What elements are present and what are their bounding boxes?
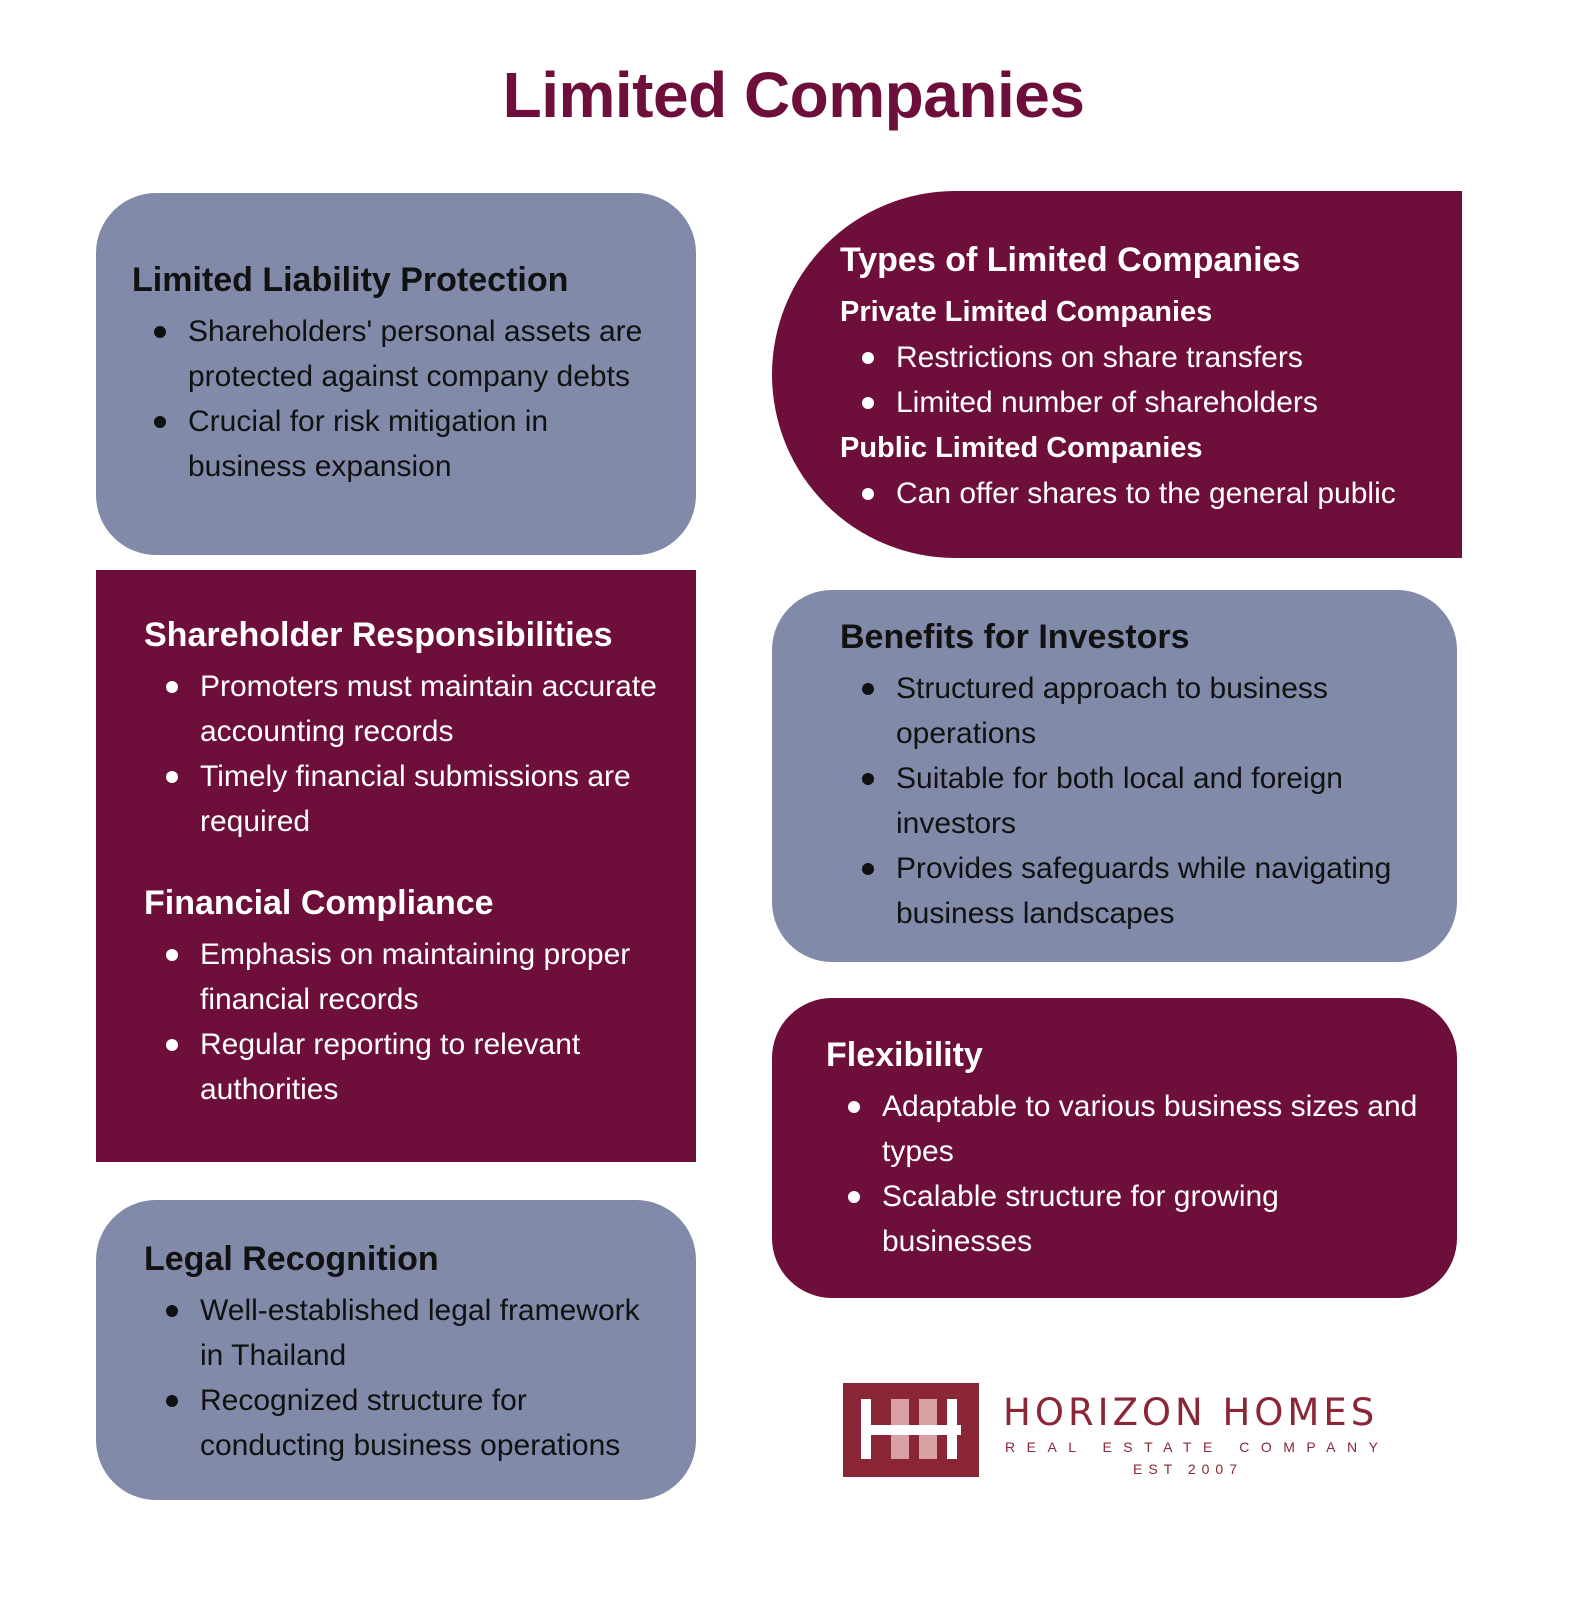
logo-name: HORIZON HOMES bbox=[1003, 1391, 1379, 1434]
card-heading: Types of Limited Companies bbox=[840, 241, 1301, 279]
bullet-list bbox=[144, 664, 666, 844]
list-item: Regular reporting to relevant authorities bbox=[144, 1022, 666, 1112]
list-item: Limited number of shareholders bbox=[840, 380, 1442, 425]
logo-established: EST 2007 bbox=[1133, 1461, 1244, 1477]
card-heading: Legal Recognition bbox=[144, 1240, 439, 1278]
company-logo bbox=[843, 1383, 1403, 1483]
card-subheading-private: Private Limited Companies bbox=[840, 296, 1213, 328]
list-item: Promoters must maintain accurate accounting records bbox=[144, 664, 666, 754]
list-item: Scalable structure for growing businesses bbox=[826, 1174, 1437, 1264]
list-item: Recognized structure for conducting business operations bbox=[144, 1378, 666, 1468]
spacer bbox=[144, 844, 666, 880]
card-heading: Benefits for Investors bbox=[840, 618, 1190, 656]
card-heading: Flexibility bbox=[826, 1036, 983, 1074]
list-item: Shareholders' personal assets are protected against company debts bbox=[132, 309, 666, 399]
list-item: Provides safeguards while navigating business landscapes bbox=[840, 846, 1437, 936]
card-heading: Shareholder Responsibilities bbox=[144, 616, 613, 654]
card-types-of-companies bbox=[772, 191, 1462, 558]
card-subheading-public: Public Limited Companies bbox=[840, 432, 1203, 464]
card-limited-liability bbox=[96, 193, 696, 555]
bullet-list bbox=[144, 932, 666, 1112]
card-heading: Limited Liability Protection bbox=[132, 261, 569, 299]
card-responsibilities-compliance bbox=[96, 570, 696, 1162]
bullet-list bbox=[132, 309, 666, 489]
list-item: Well-established legal framework in Thailand bbox=[144, 1288, 666, 1378]
list-item: Crucial for risk mitigation in business expansion bbox=[132, 399, 666, 489]
bullet-list bbox=[840, 335, 1442, 425]
card-legal-recognition bbox=[96, 1200, 696, 1500]
bullet-list bbox=[826, 1084, 1437, 1264]
list-item: Restrictions on share transfers bbox=[840, 335, 1442, 380]
bullet-list bbox=[840, 666, 1437, 936]
logo-mark-icon bbox=[843, 1383, 979, 1477]
list-item: Emphasis on maintaining proper financial records bbox=[144, 932, 666, 1022]
list-item: Structured approach to business operations bbox=[840, 666, 1437, 756]
logo-tagline: REAL ESTATE COMPANY bbox=[1005, 1439, 1390, 1455]
bullet-list bbox=[840, 471, 1442, 516]
card-benefits-for-investors bbox=[772, 590, 1457, 962]
list-item: Can offer shares to the general public bbox=[840, 471, 1442, 516]
bullet-list bbox=[144, 1288, 666, 1468]
card-flexibility bbox=[772, 998, 1457, 1298]
page-title: Limited Companies bbox=[502, 59, 1085, 131]
list-item: Suitable for both local and foreign investors bbox=[840, 756, 1437, 846]
list-item: Adaptable to various business sizes and types bbox=[826, 1084, 1437, 1174]
list-item: Timely financial submissions are required bbox=[144, 754, 666, 844]
card-heading: Financial Compliance bbox=[144, 884, 494, 922]
